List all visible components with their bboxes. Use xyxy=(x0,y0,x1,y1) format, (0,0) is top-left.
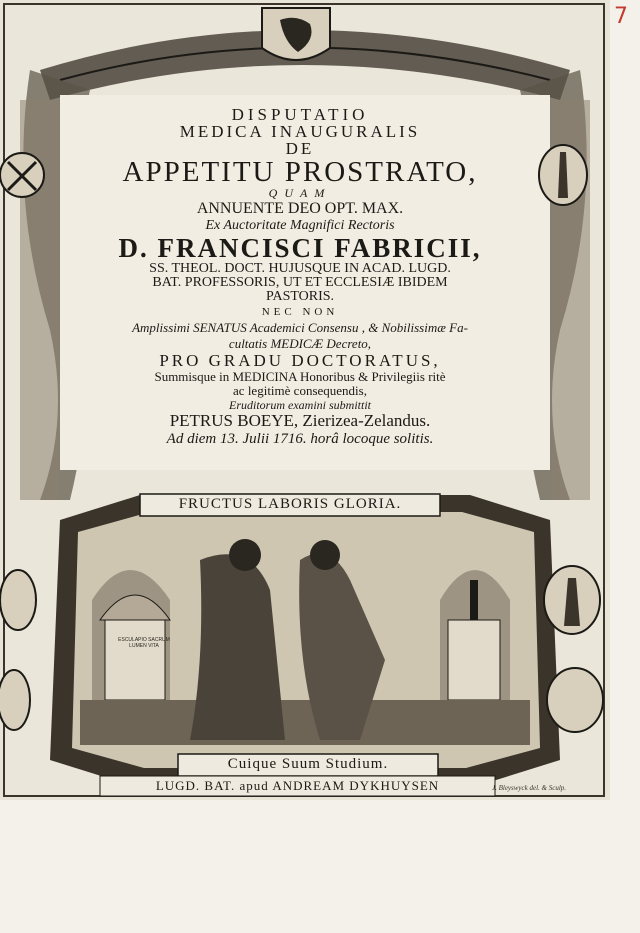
title-line: DISPUTATIO xyxy=(231,105,369,124)
title-line: ac legitimè consequendis, xyxy=(233,383,367,398)
title-line: SS. THEOL. DOCT. HUJUSQUE IN ACAD. LUGD. xyxy=(149,261,451,276)
banner-motto-bottom: Cuique Suum Studium. xyxy=(227,756,389,772)
engraver-credit: J. Bleyswyck del. & Sculp. xyxy=(492,784,567,792)
title-line: MEDICA INAUGURALIS xyxy=(179,122,421,141)
title-line: PASTORIS. xyxy=(265,289,335,304)
title-line: QUAM xyxy=(268,186,332,200)
publisher-imprint: LUGD. BAT. apud ANDREAM DYKHUYSEN xyxy=(155,778,440,793)
crossed-keys-icon xyxy=(0,153,44,197)
title-line: PETRUS BOEYE, Zierizea-Zelandus. xyxy=(169,411,431,430)
statue-icon xyxy=(539,145,587,205)
title-line: Ad diem 13. Julii 1716. horâ locoque solitis. xyxy=(166,431,434,447)
lion-crest-icon xyxy=(262,8,330,60)
temple-inscription: ESCULAPIO SACRUM LUMEN VITA xyxy=(118,637,170,649)
title-line: Amplissimi SENATUS Academici Consensu , & Nobilissimæ Fa- xyxy=(132,320,468,335)
page-number: 7 xyxy=(614,4,628,29)
title-line: BAT. PROFESSORIS, UT ET ECCLESIÆ IBIDEM xyxy=(152,275,448,290)
title-line: Summisque in MEDICINA Honoribus & Privilegiis ritè xyxy=(154,369,446,384)
title-line: Eruditorum examini submittit xyxy=(229,398,371,412)
title-line: DE xyxy=(285,139,315,158)
title-line: D. FRANCISCI FABRICII, xyxy=(118,233,482,263)
banner-motto-top: FRUCTUS LABORIS GLORIA. xyxy=(178,496,402,512)
title-line: PRO GRADU DOCTORATUS, xyxy=(159,351,441,370)
title-line: NEC NON xyxy=(261,306,339,318)
title-line: cultatis MEDICÆ Decreto, xyxy=(228,336,372,351)
title-line: APPETITU PROSTRATO, xyxy=(122,156,478,188)
title-text xyxy=(65,106,535,448)
title-line: Ex Auctoritate Magnifici Rectoris xyxy=(205,218,395,233)
justice-figure-icon xyxy=(544,566,600,634)
title-line: ANNUENTE DEO OPT. MAX. xyxy=(196,200,404,217)
